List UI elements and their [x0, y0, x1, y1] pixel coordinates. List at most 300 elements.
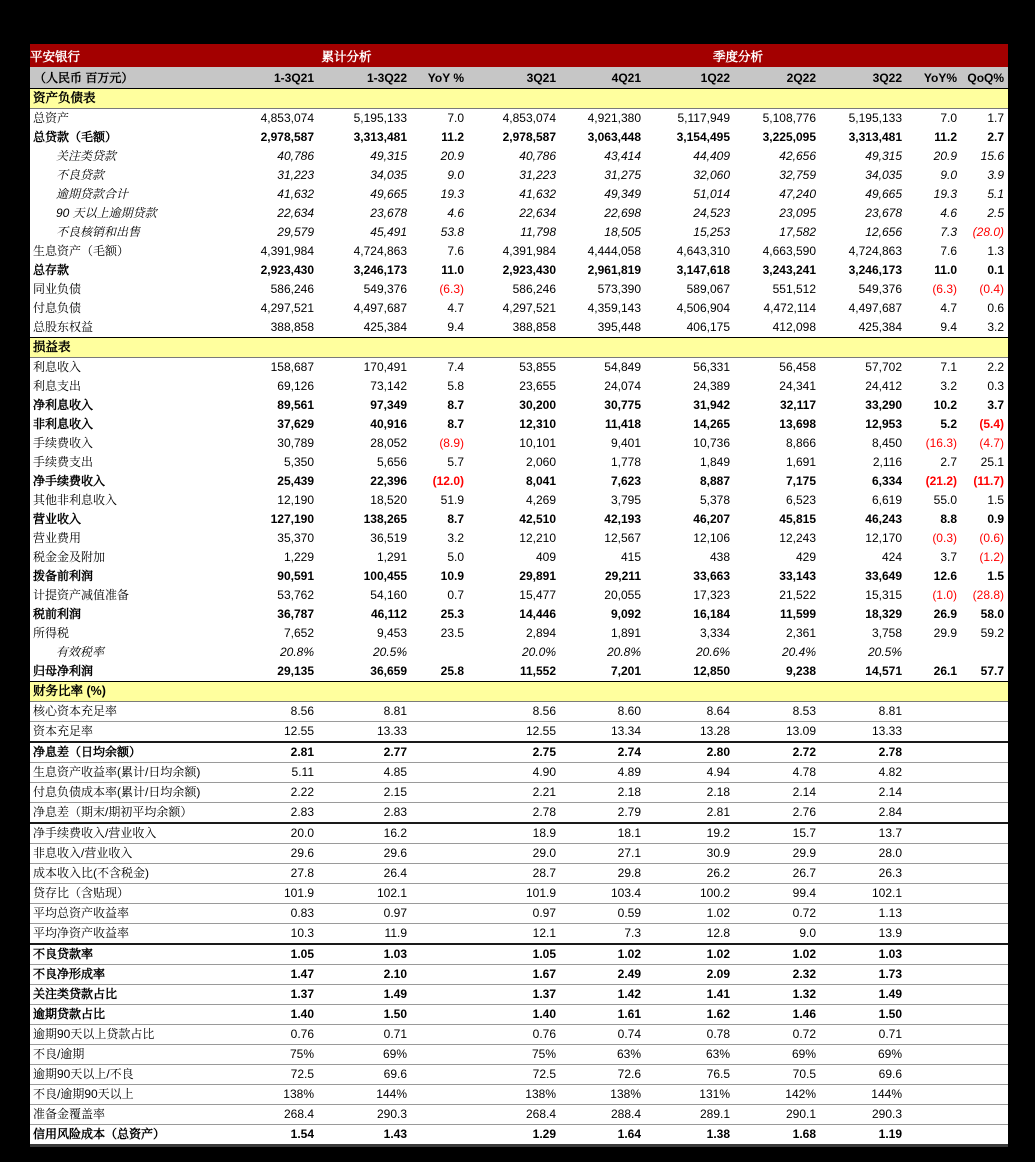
value-cell: 2.77	[318, 742, 411, 763]
value-cell	[906, 864, 961, 884]
value-cell	[906, 1085, 961, 1105]
value-cell	[411, 1085, 468, 1105]
financial-table	[30, 44, 1008, 1147]
value-cell: 2.76	[734, 803, 820, 824]
value-cell: 1.40	[225, 1005, 318, 1025]
group-header-cumulative: 累计分析	[225, 44, 468, 67]
value-cell: 7.6	[940, 244, 957, 258]
value-cell: 12.55	[225, 722, 318, 743]
value-cell: 9.0	[940, 168, 957, 182]
table-row	[30, 605, 1008, 624]
value-cell	[411, 1065, 468, 1085]
value-cell: 20.4%	[781, 645, 816, 659]
row-label: 关注类贷款占比	[30, 985, 225, 1005]
table-row	[30, 261, 1008, 280]
value-cell: 1.50	[318, 1005, 411, 1025]
value-cell: 586,246	[270, 282, 314, 296]
value-cell: 11,418	[604, 417, 641, 431]
table-row	[30, 434, 1008, 453]
value-cell	[961, 1005, 1008, 1025]
value-cell: 4,643,310	[676, 244, 730, 258]
value-cell	[961, 1105, 1008, 1125]
value-cell: 8.64	[645, 702, 734, 722]
value-cell	[411, 823, 468, 844]
value-cell: 5,350	[283, 455, 314, 469]
value-cell: 69%	[820, 1045, 906, 1065]
value-cell: 8.60	[560, 702, 645, 722]
value-cell: 23.5	[440, 626, 464, 640]
value-cell: 40,786	[277, 149, 314, 163]
value-cell: 3.7	[987, 398, 1005, 412]
value-cell: 101.9	[225, 884, 318, 904]
value-cell: 20.5%	[867, 645, 902, 659]
row-label: 税前利润	[33, 607, 82, 621]
row-label: 付息负债成本率(累计/日均余额)	[30, 783, 225, 803]
value-cell: 102.1	[820, 884, 906, 904]
table-row	[30, 1125, 1008, 1146]
value-cell: 15.6	[980, 149, 1005, 163]
value-cell: 144%	[318, 1085, 411, 1105]
value-cell: 0.3	[987, 379, 1005, 393]
table-row	[30, 415, 1008, 434]
value-cell: 69.6	[318, 1065, 411, 1085]
value-cell: 34,035	[370, 168, 407, 182]
value-cell: 1.5	[987, 493, 1005, 507]
value-cell: 22,396	[370, 474, 407, 488]
value-cell: 41,632	[277, 187, 314, 201]
value-cell: 2.72	[734, 742, 820, 763]
value-cell: 12,567	[604, 531, 641, 545]
value-cell: 3,246,173	[353, 263, 407, 277]
value-cell: 573,390	[597, 282, 641, 296]
row-label: 逾期贷款合计	[56, 187, 129, 201]
value-cell: 40,786	[519, 149, 556, 163]
row-label: 不良贷款率	[30, 944, 225, 965]
value-cell: 1.54	[225, 1125, 318, 1146]
row-label: 归母净利润	[33, 664, 94, 678]
value-cell: 26.7	[734, 864, 820, 884]
value-cell: 142%	[734, 1085, 820, 1105]
value-cell: 47,240	[779, 187, 816, 201]
table-row	[30, 358, 1008, 378]
report-page	[30, 44, 1008, 1147]
value-cell: 1,891	[610, 626, 641, 640]
value-cell: 46,207	[693, 512, 730, 526]
value-cell	[411, 904, 468, 924]
value-cell: 19.3	[933, 187, 957, 201]
row-label: 净息差（期末/期初平均余额）	[30, 803, 225, 824]
value-cell: 30,789	[277, 436, 314, 450]
value-cell: 1.02	[645, 904, 734, 924]
value-cell: 1.41	[645, 985, 734, 1005]
value-cell: (8.9)	[439, 436, 464, 450]
value-cell: (28.8)	[972, 588, 1005, 602]
value-cell	[961, 844, 1008, 864]
value-cell	[906, 702, 961, 722]
row-label: 营业费用	[33, 531, 82, 545]
value-cell: 3.2	[987, 320, 1005, 334]
value-cell: 69%	[734, 1045, 820, 1065]
table-row	[30, 510, 1008, 529]
value-cell: 2.18	[645, 783, 734, 803]
value-cell: 2,923,430	[260, 263, 314, 277]
value-cell: 32,759	[779, 168, 816, 182]
row-label: 不良贷款	[56, 168, 105, 182]
value-cell: 1.49	[318, 985, 411, 1005]
value-cell: 49,315	[370, 149, 407, 163]
value-cell: 13.9	[820, 924, 906, 945]
value-cell: 56,331	[693, 360, 730, 374]
table-row	[30, 763, 1008, 783]
row-label: 逾期90天以上贷款占比	[30, 1025, 225, 1045]
value-cell: 7.3	[560, 924, 645, 945]
value-cell: 551,512	[772, 282, 816, 296]
value-cell: 8.53	[734, 702, 820, 722]
value-cell: 1.02	[560, 944, 645, 965]
value-cell: 2.10	[318, 965, 411, 985]
table-row	[30, 662, 1008, 682]
value-cell: 2.83	[225, 803, 318, 824]
value-cell: 16,184	[693, 607, 730, 621]
table-row	[30, 147, 1008, 166]
value-cell: 19.3	[440, 187, 464, 201]
value-cell: 2,060	[525, 455, 556, 469]
value-cell: 34,035	[865, 168, 902, 182]
value-cell	[906, 884, 961, 904]
value-cell: 8.7	[447, 512, 464, 526]
value-cell: 2.80	[645, 742, 734, 763]
value-cell: 11,798	[520, 225, 556, 239]
table-row	[30, 128, 1008, 147]
value-cell: 10,101	[519, 436, 556, 450]
column-header: 2Q22	[734, 67, 820, 89]
value-cell: 90,591	[277, 569, 314, 583]
value-cell: 4.85	[318, 763, 411, 783]
value-cell: 290.3	[820, 1105, 906, 1125]
value-cell: 388,858	[512, 320, 556, 334]
value-cell: 12.55	[468, 722, 560, 743]
value-cell: 3,243,241	[762, 263, 816, 277]
value-cell: 26.2	[645, 864, 734, 884]
value-cell: 32,060	[693, 168, 730, 182]
table-row	[30, 548, 1008, 567]
value-cell: (1.0)	[932, 588, 957, 602]
row-label: 逾期贷款占比	[30, 1005, 225, 1025]
value-cell: 0.83	[225, 904, 318, 924]
row-label: 其他非利息收入	[33, 493, 118, 507]
value-cell: 1.19	[820, 1125, 906, 1146]
row-label: 信用风险成本（总资产）	[30, 1125, 225, 1146]
value-cell: 4,724,863	[848, 244, 902, 258]
value-cell: 288.4	[560, 1105, 645, 1125]
bank-name: 平安银行	[30, 44, 225, 67]
value-cell	[411, 1025, 468, 1045]
value-cell: 3,795	[610, 493, 641, 507]
value-cell: 549,376	[858, 282, 902, 296]
value-cell: 1.62	[645, 1005, 734, 1025]
value-cell: 2.21	[468, 783, 560, 803]
value-cell: 49,349	[604, 187, 641, 201]
table-row	[30, 472, 1008, 491]
value-cell: 4,506,904	[676, 301, 730, 315]
value-cell: 7.4	[447, 360, 464, 374]
value-cell: 5.11	[225, 763, 318, 783]
group-header-quarterly: 季度分析	[468, 44, 1008, 67]
value-cell: 24,074	[604, 379, 641, 393]
value-cell: 11.0	[934, 263, 957, 277]
value-cell: (0.3)	[932, 531, 957, 545]
table-row	[30, 377, 1008, 396]
value-cell: 8,866	[785, 436, 816, 450]
row-label: 利息支出	[33, 379, 82, 393]
value-cell: 12,210	[519, 531, 556, 545]
value-cell: 0.76	[468, 1025, 560, 1045]
value-cell: 28.0	[820, 844, 906, 864]
value-cell: 75%	[225, 1045, 318, 1065]
value-cell: (5.4)	[979, 417, 1005, 431]
table-row	[30, 586, 1008, 605]
value-cell	[906, 1045, 961, 1065]
value-cell: 19.2	[645, 823, 734, 844]
value-cell: 72.5	[468, 1065, 560, 1085]
value-cell: 75%	[468, 1045, 560, 1065]
value-cell	[961, 1125, 1008, 1146]
value-cell: 3,313,481	[353, 130, 407, 144]
value-cell: 2.81	[225, 742, 318, 763]
row-label: 净手续费收入	[33, 474, 106, 488]
value-cell: 1,291	[376, 550, 407, 564]
value-cell: 11.0	[441, 263, 464, 277]
value-cell: 2.83	[318, 803, 411, 824]
value-cell: 12,310	[519, 417, 556, 431]
value-cell: 30,200	[519, 398, 556, 412]
value-cell: 22,634	[519, 206, 556, 220]
value-cell	[906, 965, 961, 985]
table-row	[30, 529, 1008, 548]
value-cell: (0.6)	[979, 531, 1005, 545]
value-cell: 9.0	[734, 924, 820, 945]
table-row	[30, 166, 1008, 185]
column-header: YoY %	[411, 67, 468, 89]
value-cell: 13.7	[820, 823, 906, 844]
column-header: QoQ%	[961, 67, 1008, 89]
row-label: 生息资产（毛额）	[33, 244, 130, 258]
unit-label: （人民币 百万元）	[30, 67, 225, 89]
value-cell: 63%	[645, 1045, 734, 1065]
value-cell: (4.7)	[979, 436, 1005, 450]
table-row	[30, 643, 1008, 662]
value-cell: 45,815	[779, 512, 816, 526]
column-header: 1-3Q22	[318, 67, 411, 89]
value-cell: 40,916	[370, 417, 407, 431]
value-cell: 4.6	[447, 206, 464, 220]
value-cell	[906, 722, 961, 743]
table-row	[30, 1065, 1008, 1085]
value-cell	[906, 844, 961, 864]
section-header: 资产负债表	[30, 89, 1008, 109]
value-cell: 5.0	[447, 550, 464, 564]
table-row	[30, 803, 1008, 824]
row-label: 利息收入	[33, 360, 82, 374]
value-cell: 25,439	[277, 474, 314, 488]
value-cell: 10,736	[693, 436, 730, 450]
value-cell: 33,143	[779, 569, 816, 583]
row-label: 生息资产收益率(累计/日均余额)	[30, 763, 225, 783]
value-cell: 3,147,618	[676, 263, 730, 277]
value-cell: 289.1	[645, 1105, 734, 1125]
value-cell	[411, 924, 468, 945]
value-cell: 42,193	[604, 512, 641, 526]
value-cell: 3,313,481	[848, 130, 902, 144]
value-cell: 20.0	[225, 823, 318, 844]
value-cell: 4,297,521	[260, 301, 314, 315]
value-cell: 13.34	[560, 722, 645, 743]
value-cell: 29.6	[318, 844, 411, 864]
value-cell: 2.81	[645, 803, 734, 824]
value-cell: 0.74	[560, 1025, 645, 1045]
value-cell: (6.3)	[439, 282, 464, 296]
value-cell: 57.7	[980, 664, 1005, 678]
value-cell: 424	[881, 550, 902, 564]
value-cell: 0.97	[468, 904, 560, 924]
table-title-row	[30, 44, 1008, 67]
value-cell: (1.2)	[979, 550, 1005, 564]
value-cell	[961, 742, 1008, 763]
value-cell: 4.6	[940, 206, 957, 220]
value-cell: 1.02	[734, 944, 820, 965]
value-cell: 9,238	[785, 664, 816, 678]
row-label: 不良净形成率	[30, 965, 225, 985]
value-cell: 1.40	[468, 1005, 560, 1025]
value-cell: 549,376	[363, 282, 407, 296]
value-cell	[906, 1125, 961, 1146]
value-cell: 2,361	[785, 626, 816, 640]
table-row	[30, 702, 1008, 722]
value-cell: 4,391,984	[502, 244, 556, 258]
value-cell: 144%	[820, 1085, 906, 1105]
value-cell: 1.13	[820, 904, 906, 924]
value-cell: 5.8	[447, 379, 464, 393]
column-header: YoY%	[906, 67, 961, 89]
value-cell: 22,634	[277, 206, 314, 220]
value-cell: 42,510	[519, 512, 556, 526]
value-cell: 46,243	[865, 512, 902, 526]
value-cell: 3.2	[940, 379, 957, 393]
value-cell: 15,477	[519, 588, 556, 602]
value-cell: 42,656	[779, 149, 816, 163]
value-cell: 23,678	[865, 206, 902, 220]
value-cell: 16.2	[318, 823, 411, 844]
value-cell: 56,458	[779, 360, 816, 374]
value-cell: 8.8	[940, 512, 957, 526]
value-cell: 5.2	[940, 417, 957, 431]
row-label: 不良/逾期	[30, 1045, 225, 1065]
value-cell: 8.56	[468, 702, 560, 722]
table-row	[30, 453, 1008, 472]
value-cell: 409	[535, 550, 556, 564]
value-cell: 28.7	[468, 864, 560, 884]
value-cell: 2.14	[820, 783, 906, 803]
value-cell: 13,698	[779, 417, 816, 431]
value-cell: 158,687	[270, 360, 314, 374]
section-header: 财务比率 (%)	[30, 682, 1008, 702]
value-cell	[411, 985, 468, 1005]
value-cell: 33,663	[693, 569, 730, 583]
value-cell: 20.9	[440, 149, 464, 163]
value-cell	[411, 1005, 468, 1025]
section-header-row	[30, 682, 1008, 702]
table-row	[30, 904, 1008, 924]
value-cell	[961, 722, 1008, 743]
value-cell: 5.1	[987, 187, 1005, 201]
value-cell: 5,117,949	[677, 111, 730, 125]
value-cell: 2.84	[820, 803, 906, 824]
value-cell	[411, 944, 468, 965]
value-cell: 20.8%	[279, 645, 314, 659]
value-cell: 3,225,095	[762, 130, 816, 144]
value-cell	[411, 763, 468, 783]
value-cell: 12,106	[693, 531, 730, 545]
value-cell: 2,116	[872, 455, 902, 469]
value-cell: 32,117	[779, 398, 816, 412]
table-row	[30, 567, 1008, 586]
value-cell: 12,190	[277, 493, 314, 507]
value-cell: 4.7	[940, 301, 957, 315]
value-cell: 0.7	[447, 588, 464, 602]
table-row	[30, 944, 1008, 965]
value-cell: 2.2	[987, 360, 1005, 374]
value-cell	[961, 904, 1008, 924]
value-cell: 2,894	[525, 626, 556, 640]
value-cell: (21.2)	[925, 474, 957, 488]
value-cell	[906, 1025, 961, 1045]
row-label: 总存款	[33, 263, 70, 277]
value-cell	[961, 884, 1008, 904]
column-header: 1Q22	[645, 67, 734, 89]
value-cell: 0.1	[987, 263, 1005, 277]
value-cell	[961, 783, 1008, 803]
value-cell: 11.2	[934, 130, 957, 144]
value-cell: 138%	[225, 1085, 318, 1105]
value-cell: 13.33	[318, 722, 411, 743]
value-cell: 1.50	[820, 1005, 906, 1025]
value-cell: 2.78	[820, 742, 906, 763]
value-cell: 0.72	[734, 1025, 820, 1045]
table-row	[30, 109, 1008, 129]
value-cell: 12,170	[865, 531, 902, 545]
value-cell: 25.8	[440, 664, 464, 678]
value-cell: 6,619	[871, 493, 902, 507]
row-label: 总股东权益	[33, 320, 94, 334]
value-cell: 395,448	[597, 320, 641, 334]
column-header-row	[30, 67, 1008, 89]
value-cell: 4.90	[468, 763, 560, 783]
value-cell: 7,201	[610, 664, 641, 678]
value-cell: 27.8	[225, 864, 318, 884]
value-cell	[906, 904, 961, 924]
row-label: 同业负债	[33, 282, 82, 296]
value-cell: 11.9	[318, 924, 411, 945]
value-cell: 412,098	[772, 320, 816, 334]
row-label: 拨备前利润	[33, 569, 94, 583]
value-cell: 18,520	[370, 493, 407, 507]
value-cell: 2.5	[987, 206, 1005, 220]
value-cell: 15.7	[734, 823, 820, 844]
row-label: 所得税	[33, 626, 70, 640]
section-header-row	[30, 338, 1008, 358]
value-cell: 1.05	[468, 944, 560, 965]
value-cell: 4,444,058	[587, 244, 641, 258]
